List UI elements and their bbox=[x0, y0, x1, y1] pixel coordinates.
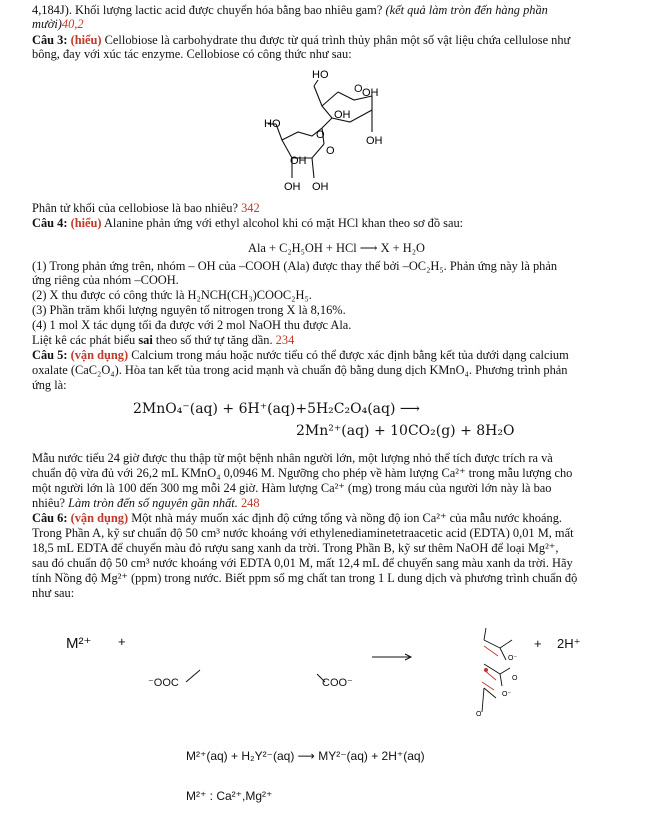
statement: (1) Trong phản ứng trên, nhóm – OH của –COOH (Ala) được thay thế bởi –OC₂H₅. Phản ứng này là phản bbox=[32, 259, 558, 273]
cellobiose-structure bbox=[250, 66, 400, 198]
redox-equation-line2: 2Mn²⁺(aq) + 10CO₂(g) + 8H₂O bbox=[296, 423, 515, 439]
svg-text:O: O bbox=[326, 145, 335, 157]
svg-text:O⁻: O⁻ bbox=[508, 655, 518, 662]
text-line: sau đó chuẩn độ 50 cm³ nước khoáng với EDTA 0,01 M, mất 12,4 mL để chuyển sang màu xanh da trời. Hãy bbox=[32, 556, 573, 570]
svg-text:O: O bbox=[512, 675, 518, 682]
svg-text:OH: OH bbox=[334, 109, 351, 121]
svg-text:HO: HO bbox=[264, 118, 281, 130]
answer: 234 bbox=[275, 333, 295, 347]
svg-text:HO: HO bbox=[312, 69, 329, 81]
text-line: Trong Phần A, kỹ sư chuẩn độ 50 cm³ nước khoáng với ethylenediaminetetraacetic acid (EDTA) 0,01 M, mất bbox=[32, 526, 574, 540]
statement: (2) X thu được có công thức là H₂NCH(CH₃)COOC₂H₅. bbox=[32, 288, 312, 302]
question-4: Câu 4: (hiểu) Alanine phản ứng với ethyl alcohol khi có mặt HCl khan theo sơ đồ sau: bbox=[32, 216, 464, 230]
redox-equation-line1: 2MnO₄⁻(aq) + 6H⁺(aq)+5H₂C₂O₄(aq) ⟶ bbox=[133, 401, 420, 417]
svg-text:OH: OH bbox=[290, 155, 307, 167]
svg-text:O: O bbox=[316, 129, 325, 141]
text-line: 4,184J). Khối lượng lactic acid được chuyển hóa bằng bao nhiêu gam? (kết quả làm tròn đến hàng phần bbox=[32, 3, 548, 17]
text-line: chuẩn độ vừa đủ với 26,2 mL KMnO₄ 0,0946 M. Ngưỡng cho phép về hàm lượng Ca²⁺ trong mẫu lượng cho bbox=[32, 466, 573, 480]
metal-edta-complex bbox=[470, 626, 530, 718]
hydrogen-ion: 2H⁺ bbox=[557, 636, 581, 651]
plus-sign: + bbox=[118, 634, 126, 649]
carboxylate-right: COO⁻ bbox=[322, 677, 353, 689]
answer: 342 bbox=[241, 201, 260, 215]
statement: (4) 1 mol X tác dụng tối đa được với 2 mol NaOH thu được Ala. bbox=[32, 318, 352, 332]
text-line: bông, đay với xúc tác enzyme. Cellobiose có công thức như sau: bbox=[32, 47, 352, 61]
question-5: Câu 5: (vận dụng) Calcium trong máu hoặc nước tiểu có thể được xác định bằng kết tủa dưới dạng calcium bbox=[32, 348, 569, 362]
svg-text:OH: OH bbox=[366, 135, 383, 147]
plus-sign: + bbox=[534, 636, 542, 651]
text-line: Mẫu nước tiểu 24 giờ được thu thập từ một bệnh nhân người lớn, một lượng nhỏ thể tích được trích ra và bbox=[32, 451, 553, 465]
svg-text:O: O bbox=[354, 83, 363, 95]
answer: 40,2 bbox=[61, 17, 84, 31]
reaction-equation: Ala + C₂H₅OH + HCl ⟶ X + H₂O bbox=[248, 241, 425, 255]
question-3: Câu 3: (hiểu) Cellobiose là carbohydrate thu được từ quá trình thủy phân một số vật liệu chứa cellulose như bbox=[32, 33, 571, 47]
ion-definition: M²⁺ : Ca²⁺,Mg²⁺ bbox=[186, 789, 273, 803]
text-line: như sau: bbox=[32, 586, 75, 600]
metal-ion: M²⁺ bbox=[66, 635, 92, 652]
reaction-arrow bbox=[372, 652, 414, 662]
text-line: tính Nồng độ Mg²⁺ (ppm) trong nước. Biết ppm số mg chất tan trong 1 L dung dịch và phương trình chuẩn độ bbox=[32, 571, 578, 585]
statement: ứng riêng của nhóm –COOH. bbox=[32, 273, 179, 287]
svg-text:OH: OH bbox=[362, 87, 379, 99]
text-line: một người lớn là 100 đến 300 mg mỗi 24 giờ. Hàm lượng Ca²⁺ (mg) trong máu của người lớn này là bao bbox=[32, 481, 552, 495]
text-line: Liệt kê các phát biểu sai theo số thứ tự tăng dần. 234 bbox=[32, 333, 295, 347]
text-line: Phân tử khối của cellobiose là bao nhiêu? 342 bbox=[32, 201, 260, 215]
text-line: 18,5 mL EDTA để chuyển màu đỏ rượu sang xanh da trời. Trong Phần B, kỹ sư thêm NaOH để loại Mg²⁺, bbox=[32, 541, 559, 555]
titration-equation: M²⁺(aq) + H₂Y²⁻(aq) ⟶ MY²⁻(aq) + 2H⁺(aq) bbox=[186, 749, 425, 763]
bond-line bbox=[184, 668, 204, 684]
answer: 248 bbox=[240, 496, 260, 510]
carboxylate-left: ⁻OOC bbox=[148, 677, 179, 689]
question-6: Câu 6: (vận dụng) Một nhà máy muốn xác định độ cứng tổng và nồng độ ion Ca²⁺ của mẫu nước khoáng. bbox=[32, 511, 562, 525]
svg-text:O⁻: O⁻ bbox=[502, 691, 512, 698]
text-line: nhiêu? Làm tròn đến số nguyên gần nhất. 248 bbox=[32, 496, 260, 510]
text-line: ứng là: bbox=[32, 378, 67, 392]
statement: (3) Phần trăm khối lượng nguyên tố nitrogen trong X là 8,16%. bbox=[32, 303, 346, 317]
svg-text:O: O bbox=[476, 711, 482, 718]
text-line: mười)40,2 bbox=[32, 17, 84, 31]
svg-text:OH: OH bbox=[284, 181, 301, 193]
text-line: oxalate (CaC₂O₄). Hòa tan kết tủa trong acid mạnh và chuẩn độ bằng dung dịch KMnO₄. Phương trình phản bbox=[32, 363, 568, 377]
svg-text:OH: OH bbox=[312, 181, 329, 193]
